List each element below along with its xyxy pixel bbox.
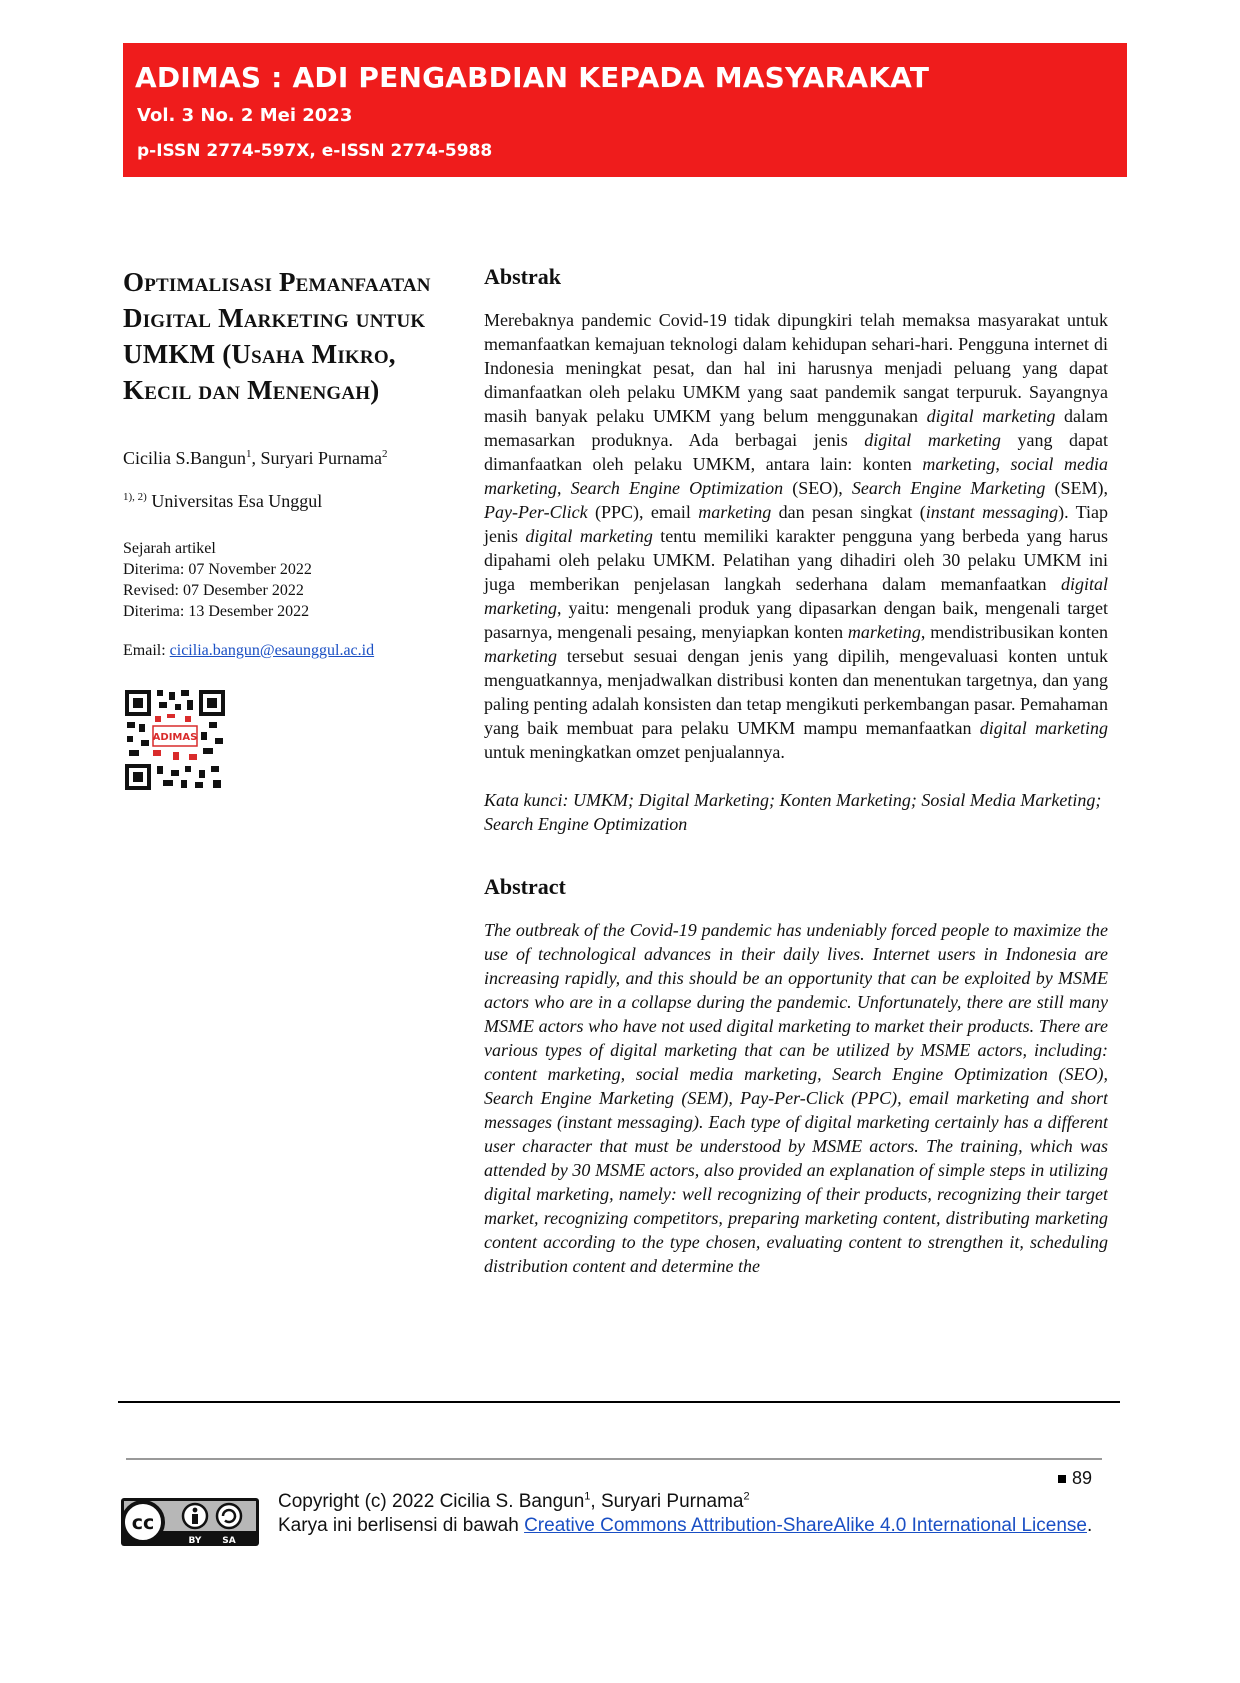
page-number-value: 89 — [1072, 1468, 1093, 1488]
abstrak-i01: digital marketing — [926, 406, 1056, 426]
abstrak-p04: , — [995, 454, 1011, 474]
author-separator: , — [251, 448, 261, 468]
abstrak-i12: marketing — [847, 622, 921, 642]
license-line — [278, 1514, 1118, 1538]
email-link[interactable]: cicilia.bangun@esaunggul.ac.id — [169, 642, 375, 659]
license-link[interactable]: Creative Commons Attribution-ShareAlike 4.0 International License — [524, 1515, 1087, 1536]
page-number — [1058, 1468, 1092, 1489]
article-history — [123, 538, 443, 622]
qr-code — [123, 688, 227, 792]
copyright-notice — [278, 1490, 1118, 1538]
abstrak-text — [484, 308, 1108, 764]
abstrak-heading: Abstrak — [484, 264, 562, 289]
abstrak-p07: (SEM), — [1045, 478, 1109, 498]
abstrak-p14: tersebut sesuai dengan jenis yang dipilih, mengevaluasi konten untuk menguatkannya, menjadwalkan distribusi konten dan menentukan targetnya, dan yang paling penting adalah konsisten dan tetap mengikuti perkembangan pasar. Pemahaman yang baik membuat para pelaku UMKM mampu memanfaatkan — [484, 646, 1108, 738]
abstrak-p12: , yaitu: mengenali produk yang dipasarkan dengan baik, mengenali target pasarnya, mengenali pesaing, menyiapkan konten — [484, 598, 1108, 642]
article-title: Optimalisasi Pemanfaatan Digital Marketing untuk UMKM (Usaha Mikro, Kecil dan Menengah) — [123, 267, 431, 405]
affiliation — [123, 491, 443, 512]
abstrak-p11: tentu memiliki karakter pengguna yang berbeda yang harus dipahami oleh pelaku UMKM. Pelatihan yang dihadiri oleh 30 pelaku UMKM ini juga memberikan penjelasan langkah sederhana dalam memanfaatkan — [484, 526, 1108, 594]
abstrak-p10: ). Tiap jenis — [484, 502, 1108, 546]
history-label: Sejarah artikel — [123, 540, 216, 557]
journal-title: ADIMAS : ADI PENGABDIAN KEPADA MASYARAKAT — [135, 61, 930, 94]
abstract-text: The outbreak of the Covid-19 pandemic has undeniably forced people to maximize the use of technological advances in their daily lives. Internet users in Indonesia are increasing rapidly, and this should be an opportunity that can be exploited by MSME actors who are in a collapse during the pandemic. Unfortunately, there are still many MSME actors who have not used digital marketing to market their products. There are various types of digital marketing that can be utilized by MSME actors, including: content marketing, social media marketing, Search Engine Optimization (SEO), Search Engine Marketing (SEM), Pay-Per-Click (PPC), email marketing and short messages (instant messaging). Each type of digital marketing certainly has a different user character that must be understood by MSME actors. The training, which was attended by 30 MSME actors, also provided an explanation of simple steps in utilizing digital marketing, namely: well recognizing of their products, recognizing their target market, recognizing competitors, preparing marketing content, distributing marketing content according to the type chosen, evaluating content to strengthen it, scheduling distribution content and determine the — [484, 920, 1108, 1276]
abstrak-i06: Search Engine Marketing — [851, 478, 1046, 498]
date-revised: Revised: 07 Desember 2022 — [123, 582, 304, 599]
abstrak-p02: dalam memasarkan produknya. Ada berbagai jenis — [484, 406, 1108, 450]
cc-by-sa-icon — [121, 1498, 259, 1546]
copyright-mid: , Suryari Purnama — [590, 1491, 744, 1512]
affiliation-name: Universitas Esa Unggul — [151, 491, 323, 511]
page-marker-icon — [1058, 1475, 1066, 1483]
author-2: Suryari Purnama — [260, 448, 382, 468]
qr-code-icon — [123, 688, 227, 792]
abstrak-p15: untuk meningkatkan omzet penjualannya. — [484, 742, 785, 762]
abstrak-i09: instant messaging — [925, 502, 1059, 522]
abstrak-i13: marketing — [484, 646, 557, 666]
journal-issn: p-ISSN 2774-597X, e-ISSN 2774-5988 — [137, 141, 493, 161]
abstrak-i10: digital marketing — [525, 526, 653, 546]
abstrak-i08: marketing — [698, 502, 772, 522]
abstrak-i05: Search Engine Optimization — [570, 478, 784, 498]
abstract-column — [484, 264, 1108, 1318]
abstrak-p01: Merebaknya pandemic Covid-19 tidak dipungkiri telah memaksa masyarakat untuk memanfaatkan kemajuan teknologi dalam kehidupan sehari-hari. Pengguna internet di Indonesia meningkat pesat, dan hal ini harusnya menjadi peluang yang dapat dimanfaatkan oleh pelaku UMKM yang saat pandemik sangat terpuruk. Sayangnya masih banyak pelaku UMKM yang belum menggunakan — [484, 310, 1108, 426]
affiliation-sup: 1), 2) — [123, 491, 147, 503]
email-label: Email: — [123, 642, 170, 659]
abstrak-i03: marketing — [922, 454, 996, 474]
abstrak-p03: yang dapat dimanfaatkan oleh pelaku UMKM, antara lain: konten — [484, 430, 1108, 474]
abstrak-i02: digital marketing — [864, 430, 1001, 450]
copyright-sup-2: 2 — [743, 1490, 750, 1503]
email-line — [123, 642, 443, 660]
date-received: Diterima: 07 November 2022 — [123, 561, 312, 578]
article-info-column — [123, 264, 443, 792]
author-1-sup: 1 — [246, 448, 252, 460]
cc-license-badge[interactable] — [121, 1498, 259, 1546]
abstract-heading: Abstract — [484, 874, 566, 899]
author-2-sup: 2 — [381, 448, 388, 460]
copyright-prefix: Copyright (c) 2022 Cicilia S. Bangun — [278, 1491, 585, 1512]
abstrak-p13: , mendistribusikan konten — [920, 622, 1108, 642]
kata-kunci: Kata kunci: UMKM; Digital Marketing; Konten Marketing; Sosial Media Marketing; Search Engine Optimization — [484, 790, 1102, 834]
author-1: Cicilia S.Bangun — [123, 448, 246, 468]
abstrak-i04: social media marketing — [484, 454, 1108, 498]
abstrak-i14: digital marketing — [979, 718, 1108, 738]
qr-label: ADIMAS — [152, 732, 198, 743]
license-suffix: . — [1086, 1515, 1093, 1536]
abstrak-i11: digital marketing — [484, 574, 1108, 618]
abstrak-i07: Pay-Per-Click — [484, 502, 588, 522]
date-accepted: Diterima: 13 Desember 2022 — [123, 603, 310, 620]
journal-header — [123, 43, 1127, 177]
copyright-sup-1: 1 — [584, 1490, 591, 1503]
abstrak-p05: , — [556, 478, 571, 498]
cc-by-label: BY — [188, 1536, 202, 1546]
authors — [123, 448, 443, 469]
cc-sa-label: SA — [222, 1536, 236, 1546]
content-divider — [118, 1401, 1120, 1403]
abstrak-p06: (SEO), — [783, 478, 852, 498]
footer-divider — [126, 1458, 1102, 1460]
abstrak-p09: dan pesan singkat ( — [771, 502, 926, 522]
license-prefix: Karya ini berlisensi di bawah — [278, 1515, 525, 1536]
abstrak-p08: (PPC), email — [587, 502, 699, 522]
journal-volume: Vol. 3 No. 2 Mei 2023 — [137, 105, 353, 126]
copyright-line — [278, 1490, 1118, 1514]
cc-mark-label: cc — [131, 1512, 155, 1534]
